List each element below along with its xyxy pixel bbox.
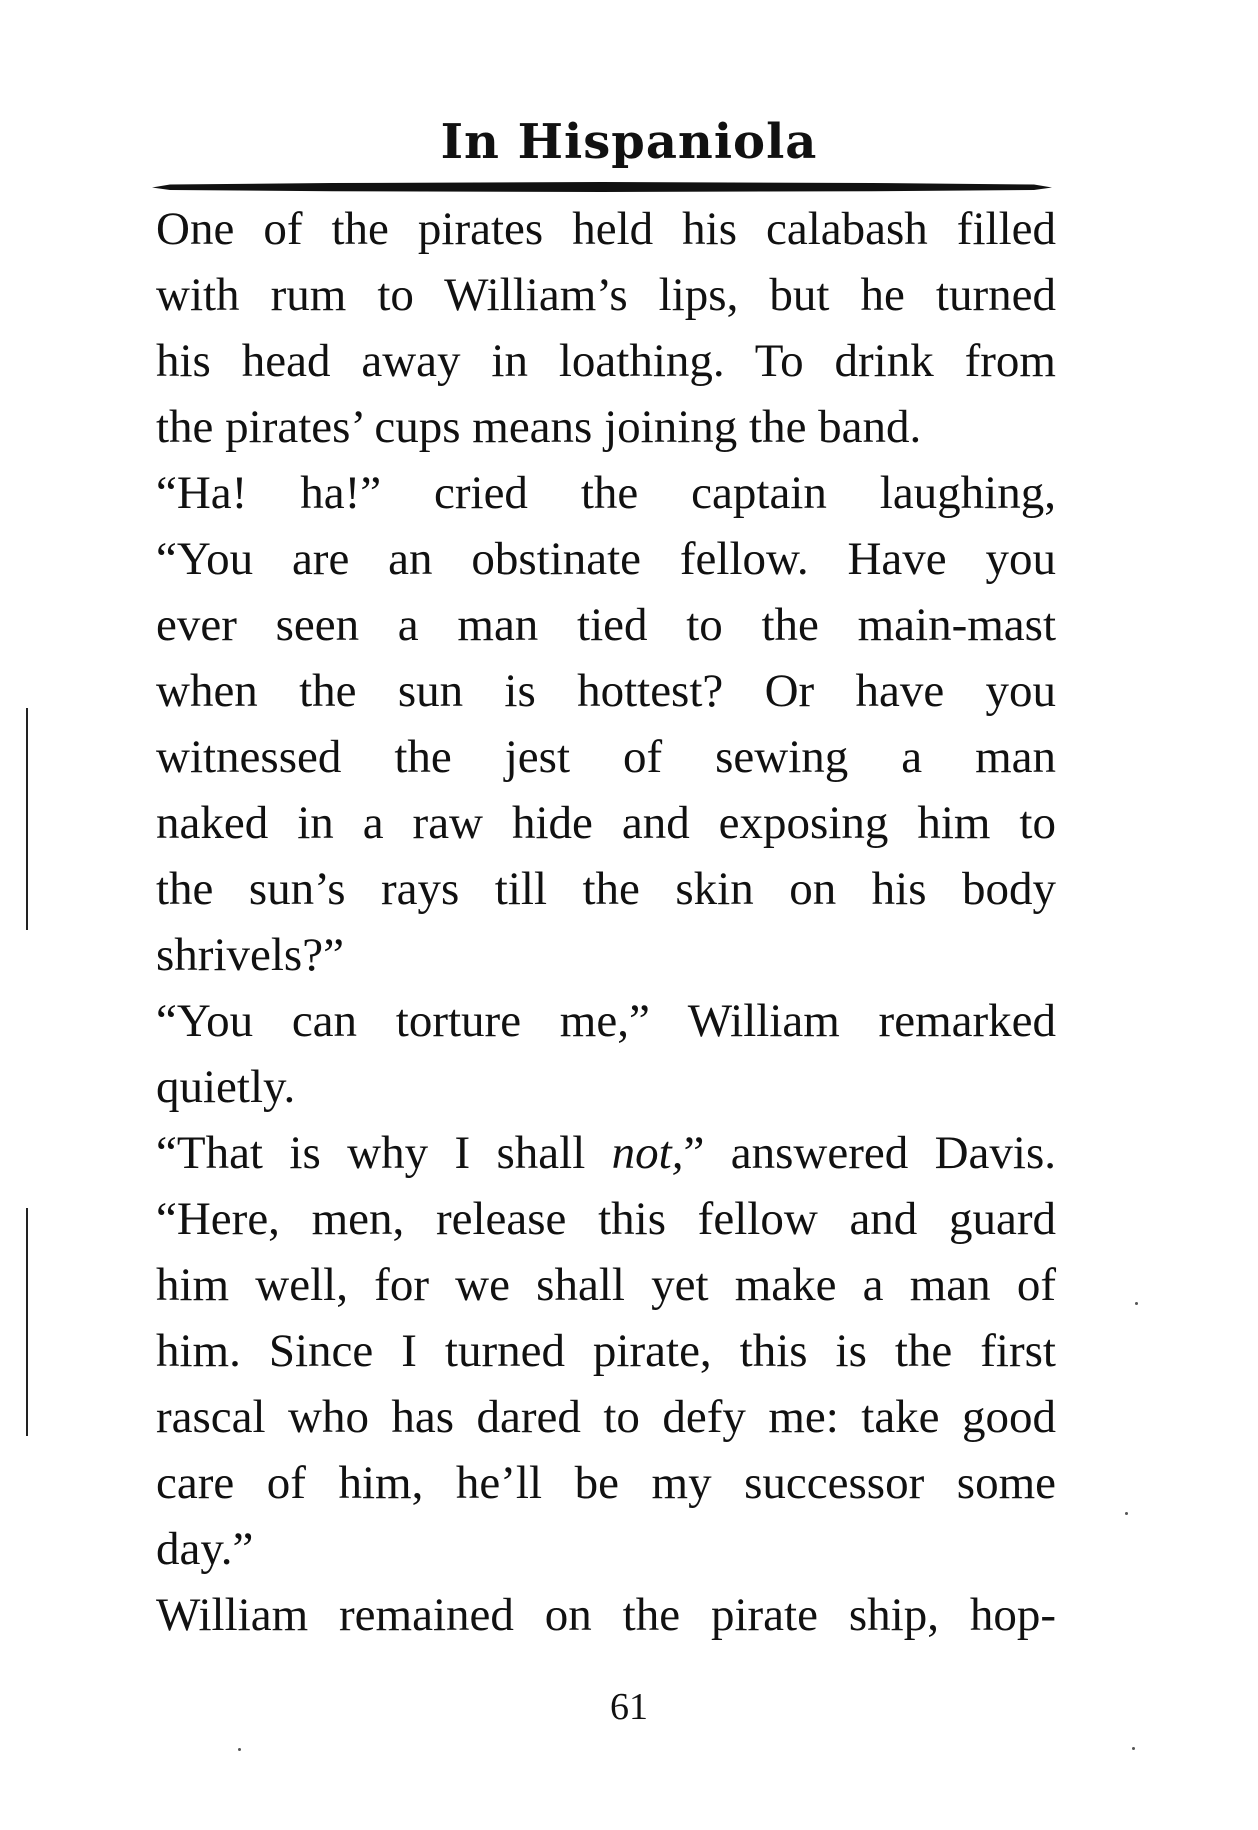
italic-word: not, (611, 1127, 684, 1179)
text-line: when the sun is hottest? Or have you (156, 665, 1056, 717)
text-line: quietly. (156, 1061, 296, 1113)
text-line: “Ha! ha!” cried the captain laughing, (156, 467, 1056, 519)
text-line: with rum to William’s lips, but he turned (156, 269, 1056, 321)
text-line: witnessed the jest of sewing a man (156, 731, 1056, 783)
text-line: him. Since I turned pirate, this is the first (156, 1325, 1056, 1377)
text-line: “You are an obstinate fellow. Have you (156, 533, 1056, 585)
text-line-with-italic (156, 1120, 1056, 1186)
text-line: “You can torture me,” William remarked (156, 995, 1056, 1047)
page-number: 61 (610, 1686, 648, 1728)
text-line: One of the pirates held his calabash filled (156, 203, 1056, 255)
scan-speck (238, 1748, 241, 1751)
text-line: the pirates’ cups means joining the band. (156, 401, 922, 453)
scan-speck (1132, 1747, 1135, 1750)
head-rule (152, 182, 1052, 192)
running-head: In Hispaniola (440, 114, 818, 170)
text-line: his head away in loathing. To drink from (156, 335, 1056, 387)
text-line: “Here, men, release this fellow and guard (156, 1193, 1056, 1245)
body-text (156, 196, 1056, 1648)
text-line: rascal who has dared to defy me: take good (156, 1391, 1056, 1443)
text-line: care of him, he’ll be my successor some (156, 1457, 1056, 1509)
scan-speck (1135, 1302, 1138, 1305)
text-line: day.” (156, 1523, 254, 1575)
text-line: William remained on the pirate ship, hop- (156, 1589, 1056, 1641)
scan-speck (1125, 1512, 1128, 1515)
text-segment: ” answered Davis. (683, 1127, 1056, 1179)
text-line: naked in a raw hide and exposing him to (156, 797, 1056, 849)
text-line: him well, for we shall yet make a man of (156, 1259, 1056, 1311)
text-line: the sun’s rays till the skin on his body (156, 863, 1056, 915)
margin-scan-mark (26, 1208, 28, 1436)
margin-scan-mark (26, 708, 28, 930)
text-line: shrivels?” (156, 929, 344, 981)
text-segment: “That is why I shall (156, 1127, 612, 1179)
text-line: ever seen a man tied to the main-mast (156, 599, 1056, 651)
